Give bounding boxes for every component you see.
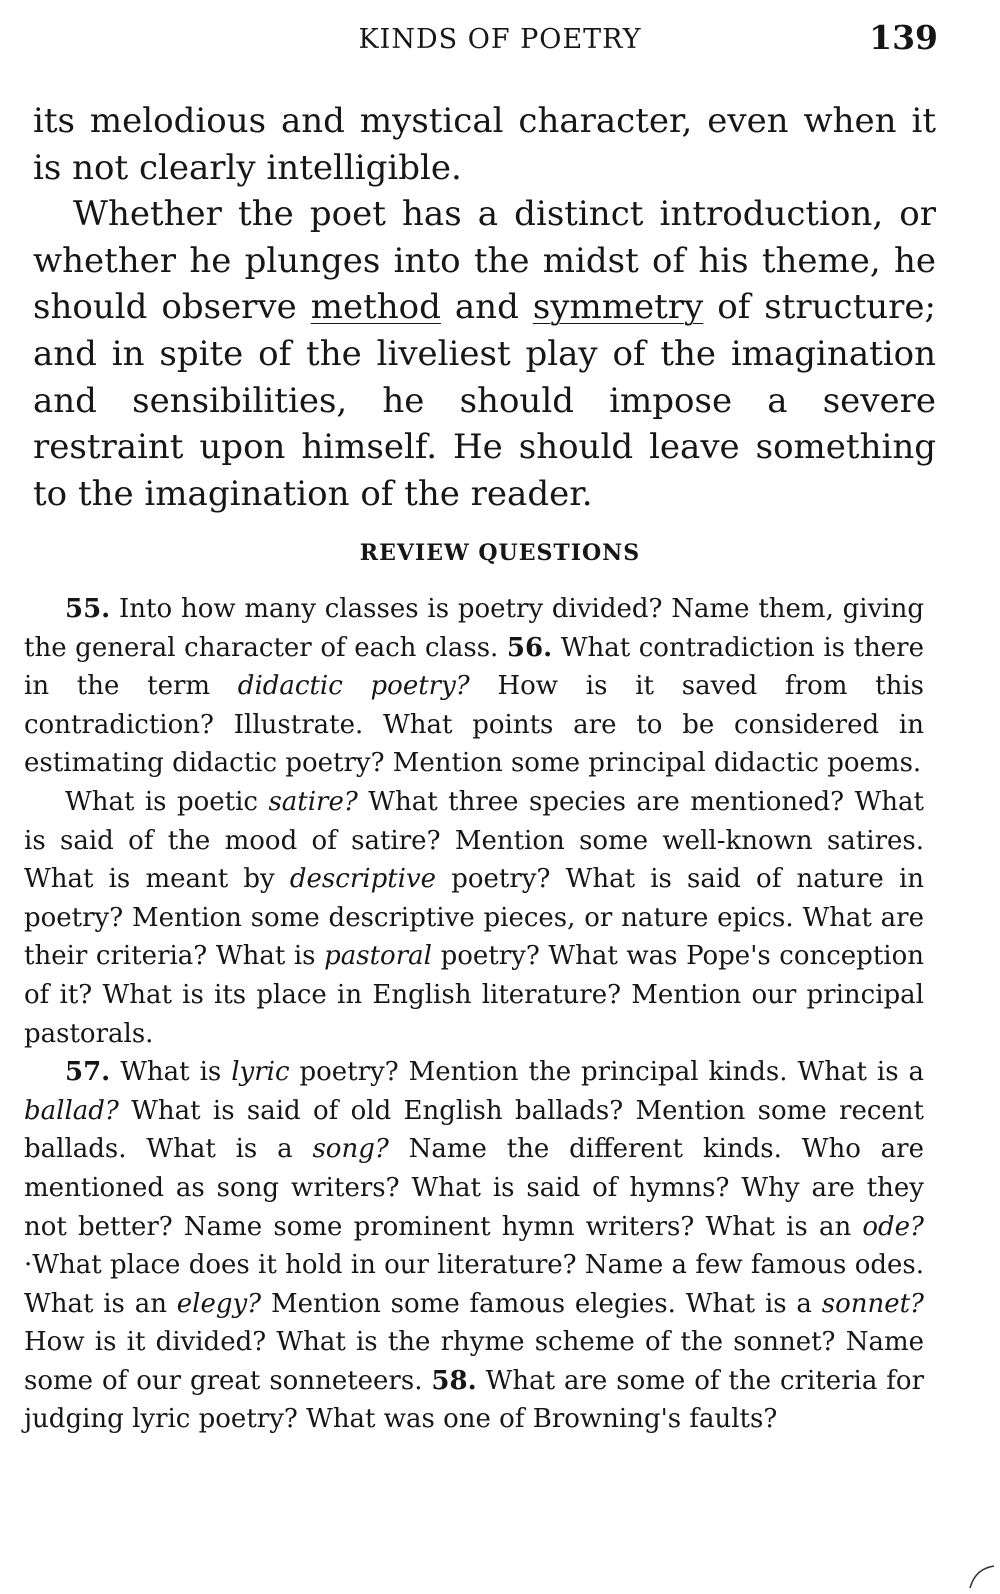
question-text: Name the different kinds. Who are mentioned as song writers? What is said of hymns? Why are they not better? Name some prominent hymn writers? What is an [24,1134,924,1242]
question-block-57-58 [24,1053,924,1439]
question-number: 56. [506,632,553,663]
question-text: What are some of the criteria for judging lyric poetry? What was one of Browning's faults? [24,1365,924,1435]
question-text: poetry? What was Pope's conception of it? What is its place in English literature? Mention our principal pastorals. [24,941,924,1049]
italic-term: ode? [862,1211,924,1242]
question-text: What three species are mentioned? What is said of the mood of satire? Mention some well-known satires. What is meant by [24,786,924,895]
underlined-word-method: method [310,287,441,328]
page-number: 139 [869,18,938,57]
question-text: poetry? What is said of nature in poetry? Mention some descriptive pieces, or nature epics. What are their criteria? What is [24,864,925,972]
page-header [0,18,1000,62]
italic-term: sonnet? [821,1288,924,1319]
paragraph-text: Whether the poet has a distinct introduction, or whether he plunges into the midst of his theme, he should observe [33,194,936,328]
question-text: How is it saved from this contradiction? Illustrate. What points are to be considered in estimating didactic poetry? Mention some principal didactic poems. [24,671,924,779]
paragraph-continued [33,98,936,191]
running-head: KINDS OF POETRY [358,24,642,55]
body-text [33,98,936,517]
question-block-55-56 [24,590,924,783]
question-number: 55. [65,594,111,624]
question-text: ·What place does it hold in our literature? Name a few famous odes. What is an [24,1250,924,1319]
paragraph-text: its melodious and mystical character, even when it is not clearly intelligible. [33,101,936,188]
pencil-mark [966,1560,996,1590]
question-text: What is [110,1057,232,1088]
italic-term: descriptive [289,864,437,895]
review-questions-heading: REVIEW QUESTIONS [359,540,641,566]
question-text: How is it divided? What is the rhyme scheme of the sonnet? Name some of our great sonneteers. [24,1327,924,1396]
question-text: What is poetic [65,786,269,817]
italic-term: lyric [231,1057,290,1088]
question-text: What is said of old English ballads? Mention some recent ballads. What is a [24,1095,924,1165]
paragraph-method-symmetry [33,191,936,517]
question-block-satire [24,783,924,1053]
italic-term: pastoral [324,941,432,972]
paragraph-text: and [440,287,533,328]
question-number: 58. [431,1365,477,1396]
italic-term: elegy? [176,1288,262,1319]
review-questions [24,590,924,1439]
question-text: poetry? Mention the principal kinds. What is a [289,1057,924,1088]
italic-term: satire? [268,786,358,817]
question-text: What contradiction is there in the term [24,632,924,702]
italic-term: didactic poetry? [237,671,470,702]
question-text: Mention some famous elegies. What is a [261,1288,822,1319]
question-number: 57. [65,1057,111,1088]
italic-term: song? [312,1134,389,1165]
question-text: Into how many classes is poetry divided? Name them, giving the general character of each class. [24,594,924,663]
paragraph-text: of structure; and in spite of the liveliest play of the imagination and sensibilities, he should impose a severe restraint upon himself. He should leave something to the imagination of the reader. [33,287,936,514]
underlined-word-symmetry: symmetry [532,287,704,328]
italic-term: ballad? [24,1095,119,1126]
